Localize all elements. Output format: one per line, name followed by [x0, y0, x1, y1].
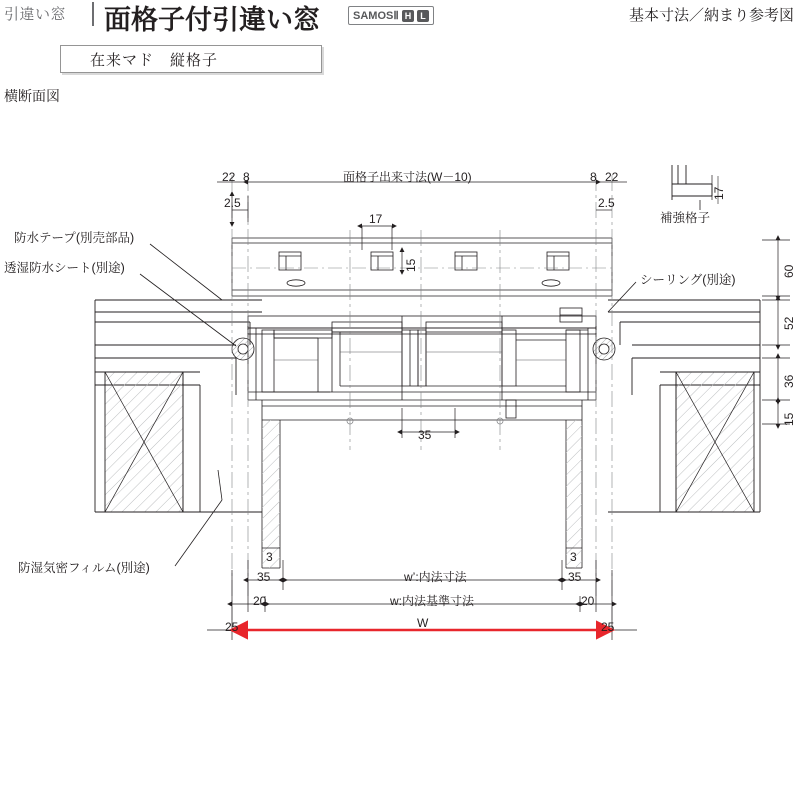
dim-top-main: 面格子出来寸法(W－10): [343, 170, 472, 184]
callout-leaders: [140, 200, 700, 566]
dim-overall-w: W: [417, 616, 429, 630]
dim-top-right-a: 8: [590, 170, 597, 184]
dim-top-left-b: 8: [243, 170, 250, 184]
lattice-band: [232, 238, 612, 296]
dim-right-25-bottom: 25: [601, 620, 615, 634]
dim-corner-17: 17: [712, 186, 726, 200]
dim-left-35: 35: [257, 570, 271, 584]
wall-left: [95, 300, 262, 512]
callout-moisture-proof-film: 防湿気密フィルム(別途): [18, 561, 150, 575]
callout-reinforcing-lattice: 補強格子: [660, 211, 711, 225]
series-chip-h: H: [402, 10, 415, 22]
subtab-label: 在来マド 縦格子: [90, 52, 219, 69]
dim-right-35: 35: [568, 570, 582, 584]
dim-right-36: 36: [782, 374, 796, 388]
header-note: 基本寸法／納まり参考図: [628, 7, 794, 24]
dim-inner-w-prime: w’:内法寸法: [404, 570, 467, 584]
dim-top-right-b: 22: [605, 170, 619, 184]
window-frame: [248, 308, 596, 420]
interior-casing: [262, 420, 582, 568]
wall-right: [608, 300, 760, 512]
dim-center-35: 35: [418, 428, 432, 442]
callout-sealing: シーリング(別途): [640, 273, 736, 287]
dim-inner-w: w:内法基準寸法: [390, 594, 475, 608]
dim-left-3: 3: [266, 550, 273, 564]
dim-lattice-17: 17: [369, 212, 383, 226]
page-title: 面格子付引違い窓: [104, 5, 320, 35]
dim-top-left-a: 22: [222, 170, 236, 184]
callout-moisture-permeable-sheet: 透湿防水シート(別途): [4, 261, 125, 275]
series-name: SAMOSⅡ: [353, 10, 399, 22]
dim-left-25: 2.5: [224, 196, 241, 210]
corner-seal-left: [232, 338, 254, 360]
dim-left-20: 20: [253, 594, 267, 608]
dim-right-52: 52: [782, 316, 796, 330]
callout-waterproof-tape: 防水テープ(別売部品): [14, 231, 135, 245]
dim-right-60: 60: [782, 264, 796, 278]
dim-right-3: 3: [570, 550, 577, 564]
header-category: 引違い窓: [4, 6, 67, 23]
series-chip-l: L: [417, 10, 429, 22]
dim-right-25: 2.5: [598, 196, 615, 210]
section-label: 横断面図: [4, 88, 60, 104]
dim-right-15: 15: [782, 412, 796, 426]
dim-right-20: 20: [581, 594, 595, 608]
dim-left-25-bottom: 25: [225, 620, 239, 634]
dim-lattice-15: 15: [404, 258, 418, 272]
